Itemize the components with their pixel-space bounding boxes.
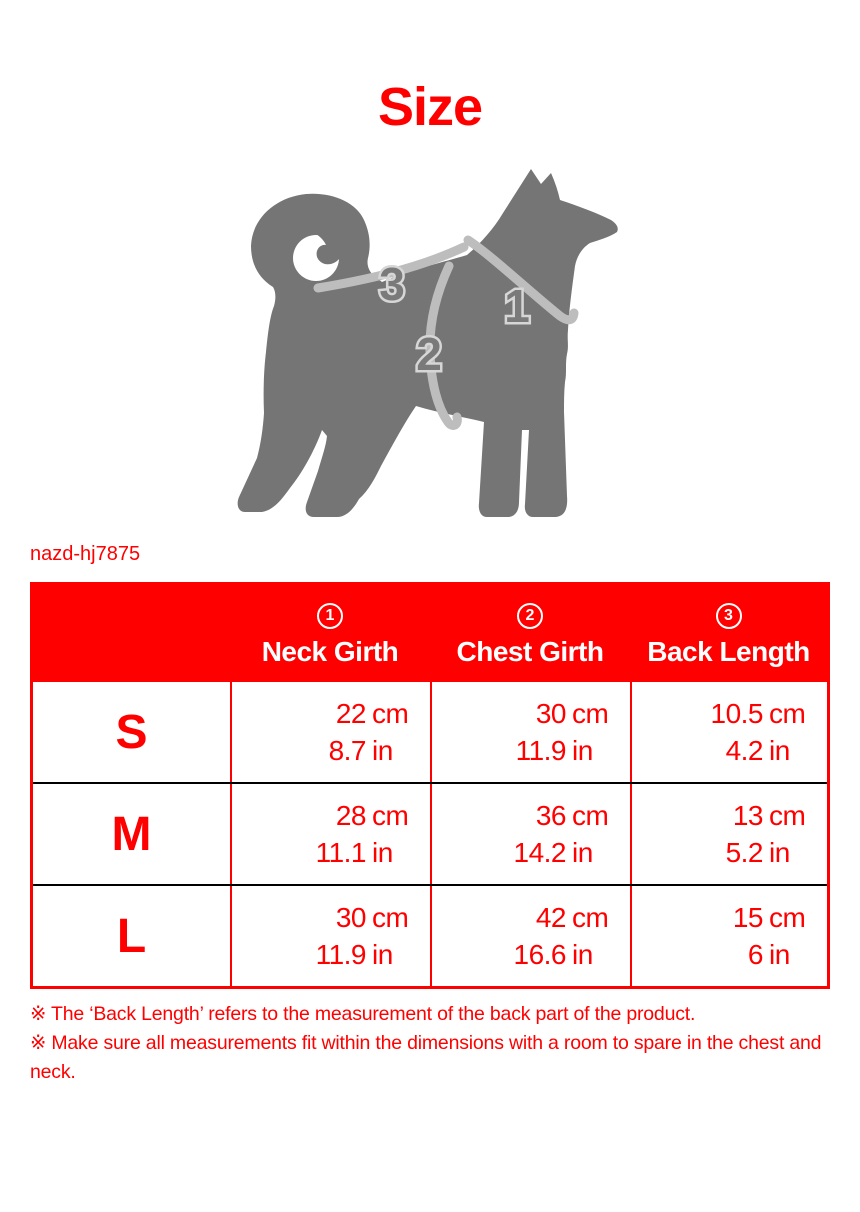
unit-cm: cm <box>769 698 806 729</box>
unit-in: in <box>372 939 393 970</box>
table-header-row <box>30 582 830 682</box>
unit-in: in <box>372 735 393 766</box>
value-in: 8.7 <box>328 735 366 766</box>
value-in: 16.6 <box>513 939 566 970</box>
value-cm: 13 <box>732 800 763 831</box>
footnote-fit-advice: ※ Make sure all measurements fit within the dimensions with a room to spare in the chest and neck. <box>30 1032 822 1083</box>
cell-l-neck-girth <box>230 886 430 986</box>
unit-cm: cm <box>572 902 609 933</box>
value-in: 5.2 <box>725 837 763 868</box>
size-chart-table <box>30 582 830 989</box>
column-header-back-length <box>630 582 827 682</box>
cell-m-chest-girth <box>430 784 630 884</box>
footnotes <box>30 1000 840 1087</box>
cell-l-chest-girth <box>430 886 630 986</box>
marker-chest: 2 <box>416 328 442 380</box>
column-header-neck-girth <box>230 582 430 682</box>
dog-measurement-illustration <box>230 160 650 540</box>
circled-number-1-icon: 1 <box>317 603 343 629</box>
column-label: Chest Girth <box>456 636 604 667</box>
unit-in: in <box>769 939 790 970</box>
dog-silhouette-graphic <box>230 160 650 540</box>
product-code: nazd-hj7875 <box>30 543 141 565</box>
value-cm: 30 <box>335 902 366 933</box>
value-cm: 28 <box>335 800 366 831</box>
unit-in: in <box>372 837 393 868</box>
value-cm: 15 <box>732 902 763 933</box>
circled-number-2-icon: 2 <box>517 603 543 629</box>
value-cm: 22 <box>335 698 366 729</box>
table-row-size-s <box>33 682 827 782</box>
table-header-corner <box>33 582 230 682</box>
unit-cm: cm <box>572 800 609 831</box>
unit-cm: cm <box>769 902 806 933</box>
value-cm: 42 <box>535 902 566 933</box>
column-label: Back Length <box>647 636 810 667</box>
value-cm: 30 <box>535 698 566 729</box>
unit-in: in <box>769 837 790 868</box>
page-title: Size <box>377 77 483 137</box>
unit-in: in <box>572 837 593 868</box>
value-cm: 36 <box>535 800 566 831</box>
value-in: 14.2 <box>513 837 566 868</box>
size-label: M <box>111 807 152 861</box>
unit-in: in <box>769 735 790 766</box>
unit-in: in <box>572 939 593 970</box>
column-header-chest-girth <box>430 582 630 682</box>
unit-cm: cm <box>372 698 409 729</box>
marker-neck: 1 <box>504 280 530 332</box>
cell-s-chest-girth <box>430 682 630 782</box>
unit-cm: cm <box>372 902 409 933</box>
value-in: 11.9 <box>315 939 366 970</box>
value-in: 4.2 <box>725 735 763 766</box>
unit-cm: cm <box>769 800 806 831</box>
cell-s-back-length <box>630 682 827 782</box>
circled-number-3-icon: 3 <box>716 603 742 629</box>
unit-cm: cm <box>572 698 609 729</box>
unit-in: in <box>572 735 593 766</box>
value-cm: 10.5 <box>710 698 763 729</box>
value-in: 6 <box>747 939 763 970</box>
unit-cm: cm <box>372 800 409 831</box>
footnote-back-length: ※ The ‘Back Length’ refers to the measurement of the back part of the product. <box>30 1003 696 1025</box>
cell-m-neck-girth <box>230 784 430 884</box>
cell-l-back-length <box>630 886 827 986</box>
table-row-size-m <box>33 782 827 884</box>
cell-s-neck-girth <box>230 682 430 782</box>
table-row-size-l <box>33 884 827 986</box>
cell-m-back-length <box>630 784 827 884</box>
marker-back: 3 <box>379 258 405 310</box>
column-label: Neck Girth <box>261 636 399 667</box>
size-label: L <box>116 909 147 963</box>
value-in: 11.1 <box>315 837 366 868</box>
size-label: S <box>115 705 148 759</box>
value-in: 11.9 <box>515 735 566 766</box>
